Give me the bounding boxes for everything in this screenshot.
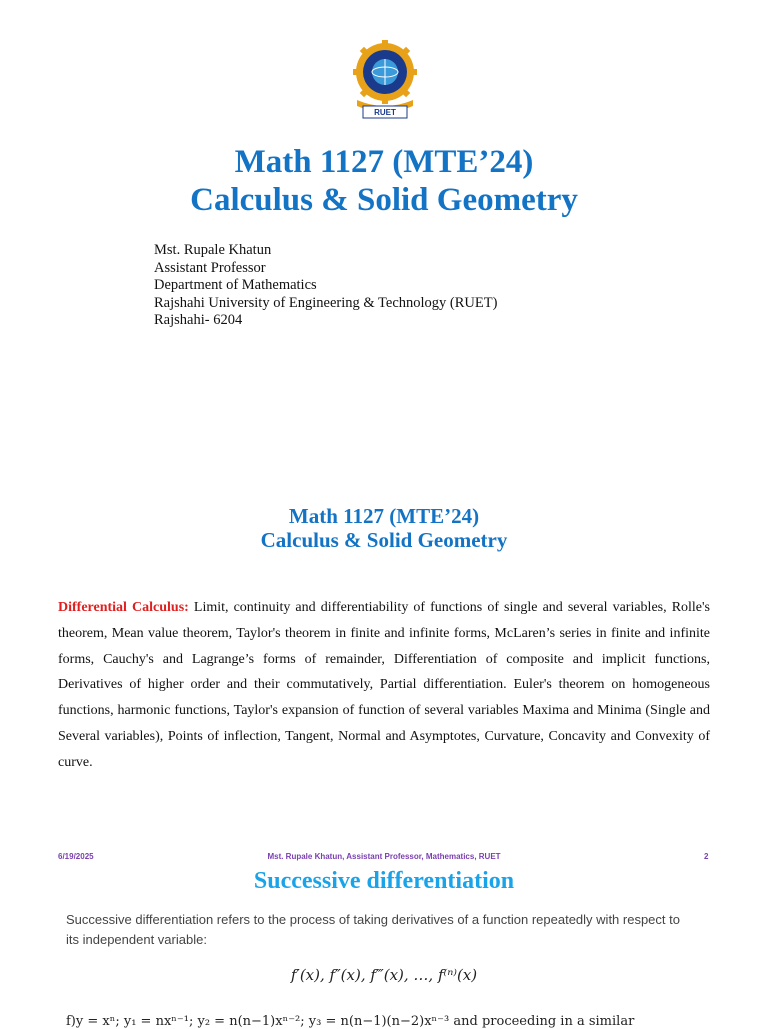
author-department: Department of Mathematics (154, 277, 317, 294)
footer-date: 6/19/2025 (58, 852, 94, 861)
footer-author: Mst. Rupale Khatun, Assistant Professor, Mathematics, RUET (267, 852, 501, 861)
cover-title-line1: Math 1127 (MTE’24) (234, 144, 534, 180)
slide3-title: Successive differentiation (253, 868, 515, 894)
author-address: Rajshahi- 6204 (154, 312, 243, 329)
logo-text: RUET (374, 108, 396, 117)
slide2-title-line1: Math 1127 (MTE’24) (288, 504, 480, 528)
author-block (154, 242, 497, 330)
footer-page-number: 2 (704, 852, 709, 861)
ruet-logo (351, 40, 419, 120)
derivative-formula: f′(x), f″(x), f‴(x), …, f⁽ⁿ⁾(x) (290, 966, 478, 984)
cover-title-line2: Calculus & Solid Geometry (190, 182, 578, 218)
slide-footer (0, 852, 768, 866)
section-label: Differential Calculus: (58, 600, 189, 615)
author-name: Mst. Rupale Khatun (154, 242, 272, 258)
slide3-body: Successive differentiation refers to the process of taking derivatives of a function repeatedly with respect to its independent variable: (66, 912, 680, 947)
author-university: Rajshahi University of Engineering & Technology (RUET) (154, 294, 498, 311)
author-position: Assistant Professor (154, 259, 266, 276)
truncated-example-line: f)y = xⁿ; y₁ = nxⁿ⁻¹; y₂ = n(n−1)xⁿ⁻²; y₃ = n(n−1)(n−2)xⁿ⁻³ and proceeding in a similar (66, 1014, 635, 1029)
slide2-title-line2: Calculus & Solid Geometry (260, 528, 508, 552)
section-text: Limit, continuity and differentiability of functions of single and several variables, Rolle's theorem, Mean value theorem, Taylor's theorem in finite and infinite forms, McLaren’s series in finite and infinite forms, Cauchy's and Lagrange’s forms of remainder, Differentiation of composite and implicit functions, Derivatives of higher order and their commutatively, Partial differentiation. Euler's theorem on homogeneous functions, harmonic functions, Taylor's expansion of function of several variables Maxima and Minima (Single and Several variables), Points of inflection, Tangent, Normal and Asymptotes, Curvature, Concavity and Convexity of curve. (58, 600, 710, 770)
syllabus-paragraph (58, 595, 710, 776)
